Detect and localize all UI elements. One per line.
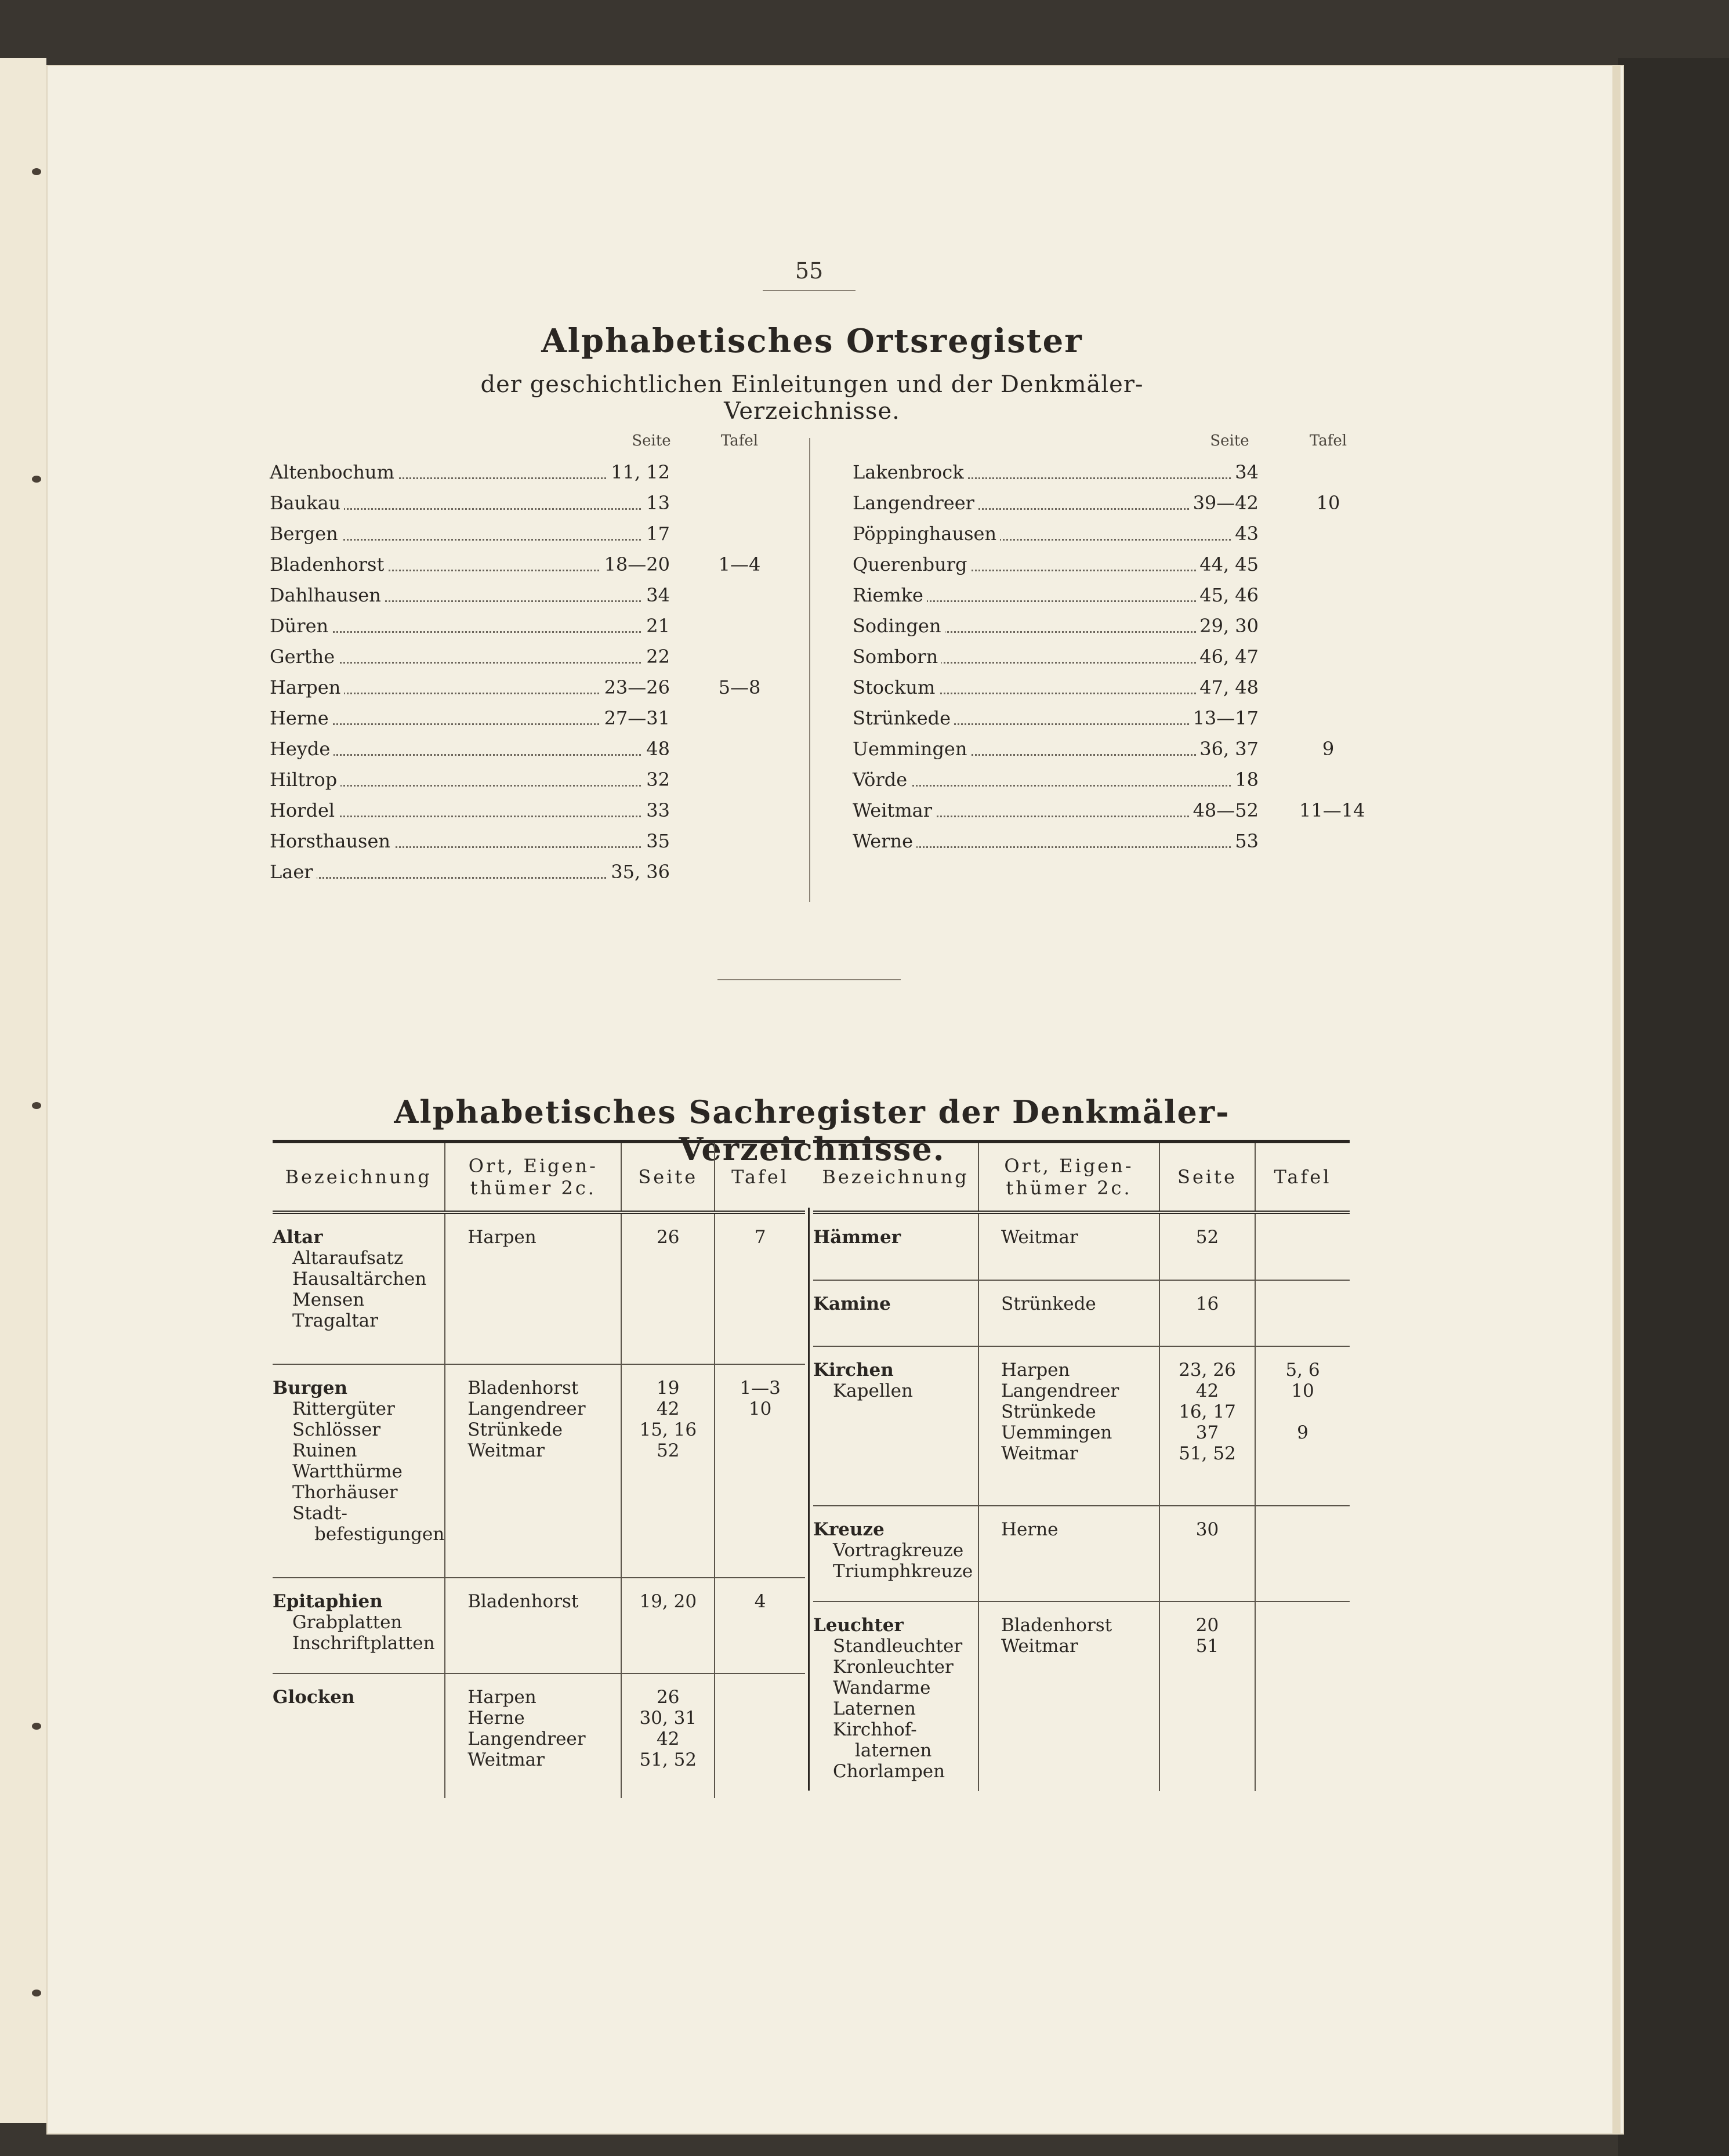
punch-hole <box>32 168 41 175</box>
place-name: Harpen <box>270 676 344 698</box>
ortsregister-entry <box>853 707 1375 738</box>
ort-value: Bladenhorst <box>467 1591 579 1612</box>
place-name: Lakenbrock <box>853 461 967 483</box>
sub-term: Vortragkreuze <box>833 1540 964 1561</box>
bezeichnung-cell <box>813 1601 978 1791</box>
ort-value: Langendreer <box>1001 1380 1119 1401</box>
tafel-value: 10 <box>748 1398 772 1419</box>
ortsregister-entry <box>853 553 1375 584</box>
header-bezeichnung: Bezeichnung <box>813 1142 978 1212</box>
seite-value: 20 <box>1195 1615 1219 1636</box>
page-ref: 48 <box>643 738 670 760</box>
seite-value: 19 <box>657 1378 680 1398</box>
ort-value: Harpen <box>1001 1360 1070 1380</box>
bezeichnung-cell <box>273 1673 445 1798</box>
seite-value: 51 <box>1195 1636 1219 1657</box>
page-ref: 33 <box>643 799 670 821</box>
seite-value: 42 <box>657 1729 680 1749</box>
ortsregister-entry <box>853 615 1375 646</box>
ortsregister-entry <box>270 738 757 769</box>
seite-value: 42 <box>1195 1380 1219 1401</box>
ort-cell <box>445 1578 621 1673</box>
page-ref: 18 <box>1231 769 1259 791</box>
table-divider <box>808 1208 810 1791</box>
sub-term: Standleuchter <box>833 1636 963 1657</box>
tafel-value: 9 <box>1297 1422 1308 1443</box>
ort-value: Langendreer <box>467 1398 586 1419</box>
ort-value: Weitmar <box>1001 1227 1078 1248</box>
sub-term: Tragaltar <box>292 1310 378 1331</box>
main-term: Epitaphien <box>273 1591 383 1612</box>
tafel-value: 1—3 <box>740 1378 781 1398</box>
tafel-cell <box>715 1212 805 1364</box>
sub-term: Triumphkreuze <box>833 1561 973 1582</box>
place-name: Herne <box>270 707 332 729</box>
page-ref: 39—42 <box>1190 492 1259 514</box>
header-ort <box>978 1142 1159 1212</box>
place-name: Sodingen <box>853 615 945 637</box>
plate-ref: 10 <box>1316 492 1340 514</box>
ortsregister-entry <box>853 523 1375 553</box>
seite-value: 19, 20 <box>639 1591 697 1612</box>
place-name: Werne <box>853 830 916 852</box>
ort-cell <box>978 1506 1159 1601</box>
sub-term: Wandarme <box>833 1677 931 1698</box>
ortsregister-entry <box>853 738 1375 769</box>
table-row <box>273 1364 805 1578</box>
place-name: Baukau <box>270 492 344 514</box>
sub-term: Kronleuchter <box>833 1657 954 1677</box>
page-ref: 45, 46 <box>1196 584 1259 606</box>
seite-cell <box>1159 1506 1255 1601</box>
page-number: 55 <box>795 258 824 284</box>
page-ref: 29, 30 <box>1196 615 1259 637</box>
ort-value: Bladenhorst <box>467 1378 579 1398</box>
tafel-value: 7 <box>754 1227 766 1248</box>
sub-term: befestigungen <box>314 1524 445 1545</box>
seite-cell <box>1159 1280 1255 1346</box>
place-name: Stockum <box>853 676 938 698</box>
sub-term: Laternen <box>833 1698 916 1719</box>
seite-value: 30 <box>1195 1519 1219 1540</box>
seite-value: 23, 26 <box>1179 1360 1236 1380</box>
page-ref: 13—17 <box>1190 707 1259 729</box>
ortsregister-entry <box>853 830 1375 861</box>
place-name: Dahlhausen <box>270 584 385 606</box>
ort-value: Uemmingen <box>1001 1422 1112 1443</box>
tafel-value: 10 <box>1291 1380 1314 1401</box>
tafel-cell <box>715 1364 805 1578</box>
ortsregister-entry <box>270 646 757 676</box>
page-ref: 34 <box>1231 461 1259 483</box>
place-name: Pöppinghausen <box>853 523 1000 545</box>
main-term: Leuchter <box>813 1615 904 1636</box>
facing-page-edge <box>0 58 46 2123</box>
plate-ref: 9 <box>1322 738 1335 760</box>
ortsregister-divider <box>809 438 810 902</box>
page-ref: 46, 47 <box>1196 646 1259 668</box>
ortsregister-entry <box>270 799 757 830</box>
page-ref: 35, 36 <box>607 861 670 883</box>
tafel-value: 5, 6 <box>1285 1360 1320 1380</box>
ortsregister-entry <box>853 492 1375 523</box>
bezeichnung-cell <box>813 1346 978 1506</box>
ortsregister-subtitle: der geschichtlichen Einleitungen und der Denkmäler-Verzeichnisse. <box>480 371 1144 425</box>
table-row <box>813 1346 1350 1506</box>
seite-cell <box>621 1212 715 1364</box>
header-ort-line1: Ort, Eigen- <box>468 1155 598 1177</box>
place-name: Gerthe <box>270 646 338 668</box>
ort-cell <box>978 1601 1159 1791</box>
ort-value: Weitmar <box>1001 1636 1078 1657</box>
punch-hole <box>32 476 41 483</box>
main-term: Hämmer <box>813 1227 901 1248</box>
sub-term: Rittergüter <box>292 1398 395 1419</box>
page-edge <box>1612 65 1621 2135</box>
seite-value: 30, 31 <box>639 1708 697 1729</box>
sub-term: Inschriftplatten <box>292 1633 435 1654</box>
plate-ref: 11—14 <box>1299 799 1365 821</box>
ortsregister-entry <box>853 646 1375 676</box>
ortsregister-entry <box>853 799 1375 830</box>
page-ref: 53 <box>1231 830 1259 852</box>
ort-value: Weitmar <box>467 1749 545 1770</box>
seite-value: 26 <box>657 1227 680 1248</box>
main-term: Altar <box>273 1227 323 1248</box>
seite-cell <box>1159 1601 1255 1791</box>
section-rule <box>717 979 901 980</box>
ort-value: Weitmar <box>467 1440 545 1461</box>
ort-value: Harpen <box>467 1687 537 1708</box>
sub-term: Ruinen <box>292 1440 357 1461</box>
ortsregister-entry <box>270 830 757 861</box>
page-ref: 34 <box>643 584 670 606</box>
ortsregister-entry <box>853 461 1375 492</box>
ortsregister-entry <box>270 861 757 892</box>
seite-value: 42 <box>657 1398 680 1419</box>
page-ref: 18—20 <box>601 553 670 575</box>
sub-term: Hausaltärchen <box>292 1269 427 1289</box>
book-cover-top <box>46 0 1729 68</box>
table-row <box>273 1212 805 1364</box>
page-ref: 21 <box>643 615 670 637</box>
place-name: Riemke <box>853 584 927 606</box>
plate-ref: 5—8 <box>718 676 761 698</box>
bezeichnung-cell <box>273 1212 445 1364</box>
page-ref: 43 <box>1231 523 1259 545</box>
ortsregister-entry <box>270 553 761 584</box>
sub-term: Mensen <box>292 1289 365 1310</box>
ort-value: Strünkede <box>467 1419 563 1440</box>
ort-value: Strünkede <box>1001 1293 1096 1314</box>
tafel-value: 4 <box>754 1591 766 1612</box>
ort-cell <box>978 1346 1159 1506</box>
ort-cell <box>445 1673 621 1798</box>
sub-term: Schlösser <box>292 1419 381 1440</box>
ortsregister-entry <box>270 492 757 523</box>
place-name: Bladenhorst <box>270 553 387 575</box>
ortsregister-entry <box>853 584 1375 615</box>
page-ref: 32 <box>643 769 670 791</box>
tafel-value <box>1256 1401 1350 1422</box>
ortsregister-entry <box>270 676 761 707</box>
sub-term: Kapellen <box>833 1380 913 1401</box>
seite-cell <box>621 1364 715 1578</box>
sub-term: Chorlampen <box>833 1761 945 1782</box>
seite-value: 37 <box>1195 1422 1219 1443</box>
ort-value: Bladenhorst <box>1001 1615 1112 1636</box>
header-ort-line1: Ort, Eigen- <box>1004 1155 1134 1177</box>
place-name: Weitmar <box>853 799 936 821</box>
place-name: Hordel <box>270 799 338 821</box>
sub-term: Kirchhof- <box>833 1719 917 1740</box>
place-name: Altenbochum <box>270 461 398 483</box>
sub-term: Wartthürme <box>292 1461 403 1482</box>
place-name: Horsthausen <box>270 830 394 852</box>
place-name: Düren <box>270 615 332 637</box>
tafel-cell <box>1255 1212 1350 1280</box>
table-row <box>813 1506 1350 1601</box>
page-ref: 48—52 <box>1190 799 1259 821</box>
header-tafel: Tafel <box>715 1142 805 1212</box>
page-ref: 17 <box>643 523 670 545</box>
sub-term: Altaraufsatz <box>292 1248 404 1269</box>
page-ref: 47, 48 <box>1196 676 1259 698</box>
tafel-cell <box>1255 1506 1350 1601</box>
seite-cell <box>1159 1212 1255 1280</box>
header-tafel: Tafel <box>1309 432 1347 450</box>
ortsregister-entry <box>270 615 757 646</box>
table-row <box>813 1601 1350 1791</box>
ortsregister-title: Alphabetisches Ortsregister <box>541 322 1083 360</box>
ortsregister-right-column <box>853 432 1375 861</box>
header-seite: Seite <box>621 1142 715 1212</box>
place-name: Strünkede <box>853 707 954 729</box>
place-name: Laer <box>270 861 317 883</box>
bezeichnung-cell <box>813 1506 978 1601</box>
page-ref: 35 <box>643 830 670 852</box>
header-ort-line2: thümer 2c. <box>1006 1177 1132 1199</box>
book-cover-right <box>1618 58 1729 2156</box>
tafel-cell <box>1255 1601 1350 1791</box>
place-name: Uemmingen <box>853 738 970 760</box>
seite-value: 16 <box>1195 1293 1219 1314</box>
header-tafel: Tafel <box>720 432 759 450</box>
main-term: Kreuze <box>813 1519 885 1540</box>
ort-cell <box>445 1212 621 1364</box>
seite-value: 51, 52 <box>1179 1443 1236 1464</box>
tafel-cell <box>1255 1280 1350 1346</box>
page-ref: 23—26 <box>601 676 670 698</box>
main-term: Kirchen <box>813 1360 894 1380</box>
sub-term: Stadt- <box>292 1503 347 1524</box>
sachregister-table-left <box>273 1140 805 1798</box>
place-name: Vörde <box>853 769 911 791</box>
sachregister-title: Alphabetisches Sachregister der Denkmäler-Verzeichnisse. <box>394 1093 1230 1168</box>
bezeichnung-cell <box>813 1212 978 1280</box>
place-name: Langendreer <box>853 492 978 514</box>
main-term: Burgen <box>273 1378 348 1398</box>
ortsregister-entry <box>853 676 1375 707</box>
page-ref: 36, 37 <box>1196 738 1259 760</box>
page-ref: 44, 45 <box>1196 553 1259 575</box>
table-row <box>813 1212 1350 1280</box>
tafel-cell <box>1255 1346 1350 1506</box>
place-name: Hiltrop <box>270 769 340 791</box>
ortsregister-entry <box>270 523 757 553</box>
seite-value: 51, 52 <box>639 1749 697 1770</box>
ort-cell <box>445 1364 621 1578</box>
table-row <box>273 1578 805 1673</box>
ort-cell <box>978 1212 1159 1280</box>
header-ort <box>445 1142 621 1212</box>
place-name: Bergen <box>270 523 342 545</box>
ort-value: Strünkede <box>1001 1401 1096 1422</box>
sub-term: Thorhäuser <box>292 1482 398 1503</box>
tafel-cell <box>715 1578 805 1673</box>
plate-ref: 1—4 <box>718 553 761 575</box>
header-tafel: Tafel <box>1255 1142 1350 1212</box>
punch-hole <box>32 1990 41 1996</box>
header-seite: Seite <box>632 432 671 450</box>
ortsregister-entry <box>270 769 757 799</box>
ort-cell <box>978 1280 1159 1346</box>
seite-value: 52 <box>1195 1227 1219 1248</box>
ortsregister-entry <box>853 769 1375 799</box>
seite-cell <box>621 1578 715 1673</box>
punch-hole <box>32 1723 41 1730</box>
seite-cell <box>621 1673 715 1798</box>
header-bezeichnung: Bezeichnung <box>273 1142 445 1212</box>
seite-cell <box>1159 1346 1255 1506</box>
sub-term: Grabplatten <box>292 1612 403 1633</box>
seite-value: 16, 17 <box>1179 1401 1236 1422</box>
ort-value: Weitmar <box>1001 1443 1078 1464</box>
page-ref: 22 <box>643 646 670 668</box>
table-row <box>813 1280 1350 1346</box>
header-ort-line2: thümer 2c. <box>470 1177 596 1199</box>
bezeichnung-cell <box>273 1578 445 1673</box>
place-name: Querenburg <box>853 553 971 575</box>
punch-hole <box>32 1102 41 1109</box>
bezeichnung-cell <box>813 1280 978 1346</box>
place-name: Heyde <box>270 738 334 760</box>
ort-value: Herne <box>467 1708 525 1729</box>
page-number-rule <box>763 290 856 291</box>
ortsregister-entry <box>270 461 757 492</box>
ortsregister-left-column <box>270 432 761 892</box>
place-name: Somborn <box>853 646 941 668</box>
ortsregister-entry <box>270 707 757 738</box>
ort-value: Langendreer <box>467 1729 586 1749</box>
main-term: Glocken <box>273 1687 355 1708</box>
tafel-cell <box>715 1673 805 1798</box>
bezeichnung-cell <box>273 1364 445 1578</box>
ort-value: Herne <box>1001 1519 1059 1540</box>
page-ref: 27—31 <box>601 707 670 729</box>
ortsregister-entry <box>270 584 757 615</box>
page-ref: 13 <box>643 492 670 514</box>
main-term: Kamine <box>813 1293 891 1314</box>
sachregister-table-right <box>813 1140 1350 1791</box>
seite-value: 52 <box>657 1440 680 1461</box>
page-ref: 11, 12 <box>607 461 670 483</box>
seite-value: 26 <box>657 1687 680 1708</box>
table-row <box>273 1673 805 1798</box>
seite-value: 15, 16 <box>639 1419 697 1440</box>
ort-value: Harpen <box>467 1227 537 1248</box>
header-seite: Seite <box>1210 432 1249 450</box>
leader-dots <box>853 779 1259 787</box>
sub-term: laternen <box>855 1740 932 1761</box>
header-seite: Seite <box>1159 1142 1255 1212</box>
